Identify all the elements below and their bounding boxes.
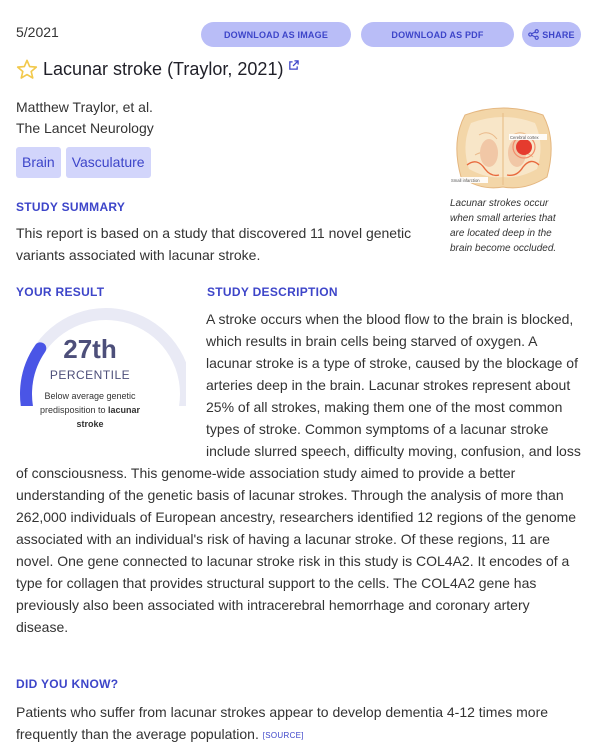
tag-list xyxy=(16,147,151,178)
share-button[interactable] xyxy=(522,22,581,47)
study-journal: The Lancet Neurology xyxy=(16,120,154,136)
share-icon xyxy=(528,29,539,40)
brain-illustration xyxy=(449,105,557,193)
download-image-button[interactable]: DOWNLOAD AS IMAGE xyxy=(201,22,351,47)
report-date: 5/2021 xyxy=(16,24,59,40)
source-link[interactable]: [SOURCE] xyxy=(262,731,304,740)
result-description xyxy=(28,389,152,431)
title-row xyxy=(16,59,299,80)
did-you-know-heading: DID YOU KNOW? xyxy=(16,677,119,691)
external-link-icon[interactable] xyxy=(288,60,299,71)
study-description-heading: STUDY DESCRIPTION xyxy=(207,285,338,299)
your-result-heading: YOUR RESULT xyxy=(16,285,105,299)
tag-brain[interactable]: Brain xyxy=(16,147,61,178)
page-title: Lacunar stroke (Traylor, 2021) xyxy=(43,59,284,79)
tag-vasculature[interactable]: Vasculature xyxy=(66,147,151,178)
study-description-text: A stroke occurs when the blood flow to the brain is blocked, which results in brain cells being starved of oxygen. A lacunar stroke is a type of stroke, caused by the blockage of arteries deep in the brain. Lacunar strokes represent about 25% of all strokes, making them one of the most common types of stroke. Common symptoms of a lacunar stroke include slurred speech, difficulty moving, confusion, and loss of consciousness. This genome-wide association study aimed to provide a better understanding of the genetic basis of lacunar strokes. Through the analysis of more than 262,000 individuals of European ancestry, researchers identified 12 regions of the genome associated with an individual's risk of having a lacunar stroke. Of these regions, 11 are novel. One gene connected to lacunar stroke risk in this study is COL4A2. It encodes of a type for collagen that provides structural support to the cells. The COL4A2 gene has previously also been associated with intracerebral hemorrhage and coronary artery disease. xyxy=(16,311,581,635)
percentile-value: 27th xyxy=(63,334,117,364)
figure-caption: Lacunar strokes occur when small arteries that are located deep in the brain become occluded. xyxy=(450,198,557,254)
study-summary-heading: STUDY SUMMARY xyxy=(16,200,126,214)
brain-label-cortex: Cerebral cortex xyxy=(510,135,539,140)
share-label: SHARE xyxy=(542,29,575,40)
did-you-know-body: Patients who suffer from lacunar strokes appear to develop dementia 4-12 times more frequently than the average population. xyxy=(16,704,549,742)
download-pdf-button[interactable]: DOWNLOAD AS PDF xyxy=(361,22,514,47)
result-note-text: Below average genetic predisposition to xyxy=(39,391,136,415)
brain-label-infarction: Small infarction xyxy=(451,178,480,183)
did-you-know-text xyxy=(16,701,571,747)
star-icon[interactable] xyxy=(16,59,38,80)
study-citation xyxy=(16,97,154,139)
study-authors: Matthew Traylor, et al. xyxy=(16,99,153,115)
result-note-trait: lacunar stroke xyxy=(76,405,141,429)
study-summary-text: This report is based on a study that discovered 11 novel genetic variants associated with lacunar stroke. xyxy=(16,225,412,263)
percentile-label: PERCENTILE xyxy=(49,368,131,382)
